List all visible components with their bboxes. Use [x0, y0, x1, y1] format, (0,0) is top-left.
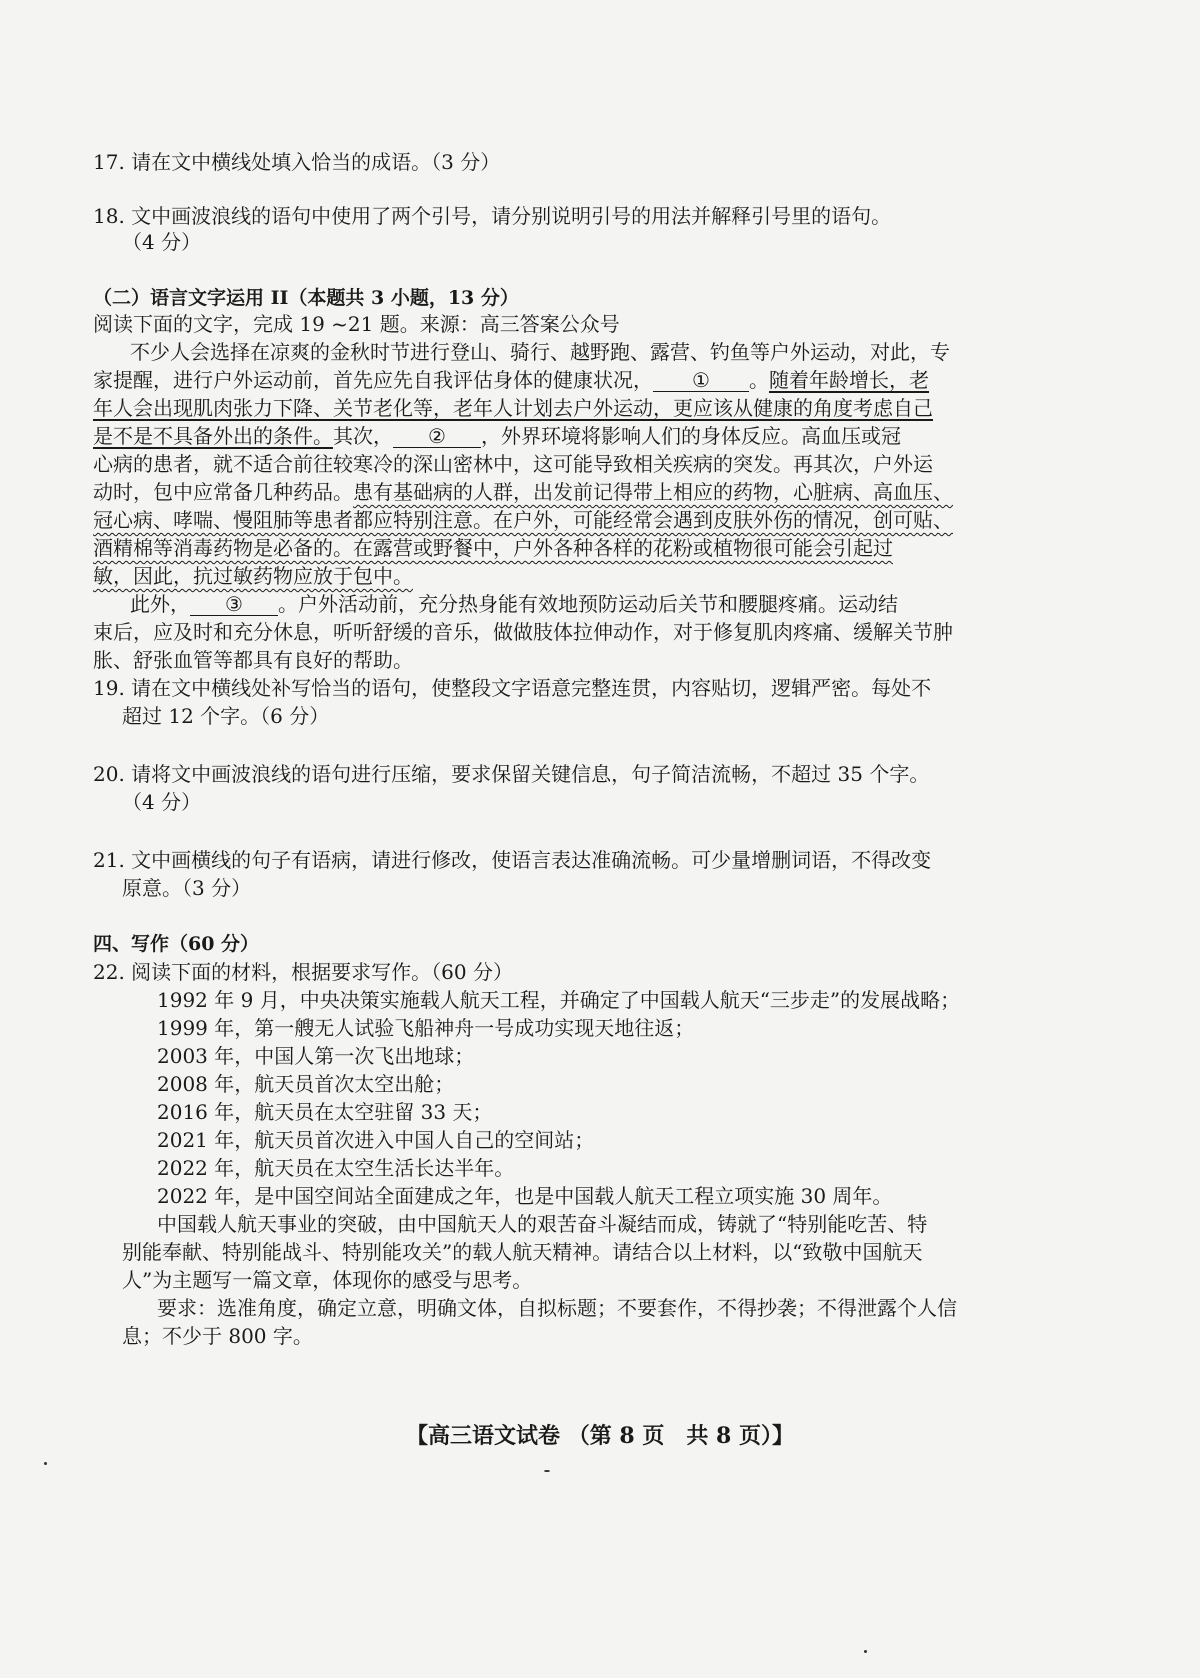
- prompt-line-2: 别能奉献、特别能战斗、特别能攻关”的载人航天精神。请结合以上材料，以“致敬中国航天: [122, 1240, 923, 1264]
- question-17: 17. 请在文中横线处填入恰当的成语。（3 分）: [93, 150, 501, 174]
- blank-3: ③: [190, 593, 278, 616]
- section-2-intro: 阅读下面的文字，完成 19 ~21 题。来源：高三答案公众号: [93, 312, 620, 336]
- passage-line-4: [93, 422, 901, 450]
- underlined-sentence-end: 是不是不具备外出的条件。: [93, 424, 333, 448]
- requirement-line-1: 要求：选准角度，确定立意，明确文体，自拟标题；不要套作，不得抄袭；不得泄露个人信: [157, 1296, 957, 1320]
- passage-line-6-text: 动时，包中应常备几种药品。: [93, 480, 353, 504]
- question-18-line-1: 18. 文中画波浪线的语句中使用了两个引号，请分别说明引号的用法并解释引号里的语句。: [93, 204, 892, 228]
- passage-line-6: [93, 478, 953, 506]
- passage-line-2-text: 家提醒，进行户外运动前，首先应先自我评估身体的健康状况，: [93, 368, 653, 392]
- question-19-line-1: 19. 请在文中横线处补写恰当的语句，使整段文字语意完整连贯，内容贴切，逻辑严密。每处不: [93, 676, 932, 700]
- material-line-4: 2008 年，航天员首次太空出舱；: [157, 1072, 455, 1096]
- passage-line-2: [93, 366, 929, 394]
- material-line-5: 2016 年，航天员在太空驻留 33 天；: [157, 1100, 493, 1124]
- section-2-heading: （二）语言文字运用 II（本题共 3 小题，13 分）: [93, 287, 519, 309]
- passage-line-7: 冠心病、哮喘、慢阻肺等患者都应特别注意。在户外，可能经常会遇到皮肤外伤的情况，创可贴、: [93, 508, 953, 532]
- question-21-line-1: 21. 文中画横线的句子有语病，请进行修改，使语言表达准确流畅。可少量增删词语，不得改变: [93, 848, 932, 872]
- passage-line-10-rest: 。户外活动前，充分热身能有效地预防运动后关节和腰腿疼痛。运动结: [278, 592, 898, 616]
- passage-line-4-rest: ，外界环境将影响人们的身体反应。高血压或冠: [481, 424, 901, 448]
- passage-line-1: 不少人会选择在凉爽的金秋时节进行登山、骑行、越野跑、露营、钓鱼等户外运动，对此，专: [130, 340, 950, 364]
- passage-line-3: 年人会出现肌肉张力下降、关节老化等，老年人计划去户外运动，更应该从健康的角度考虑自己: [93, 396, 933, 420]
- question-22: 22. 阅读下面的材料，根据要求写作。（60 分）: [93, 960, 513, 984]
- question-20-line-2: （4 分）: [122, 790, 202, 814]
- material-line-7: 2022 年，航天员在太空生活长达半年。: [157, 1156, 515, 1180]
- writing-heading: 四、写作（60 分）: [93, 933, 260, 955]
- passage-line-12: 胀、舒张血管等都具有良好的帮助。: [93, 648, 413, 672]
- scan-speck: [544, 1470, 550, 1472]
- material-line-2: 1999 年，第一艘无人试验飞船神舟一号成功实现天地往返；: [157, 1016, 695, 1040]
- material-line-6: 2021 年，航天员首次进入中国人自己的空间站；: [157, 1128, 595, 1152]
- passage-line-9: 敏，因此，抗过敏药物应放于包中。: [93, 564, 413, 588]
- passage-line-11: 束后，应及时和充分休息，听听舒缓的音乐，做做肢体拉伸动作，对于修复肌肉疼痛、缓解关节肿: [93, 620, 953, 644]
- question-21-line-2: 原意。（3 分）: [122, 876, 252, 900]
- scan-speck: [864, 1650, 867, 1653]
- passage-line-8: 酒精棉等消毒药物是必备的。在露营或野餐中，户外各种各样的花粉或植物很可能会引起过: [93, 536, 893, 560]
- question-18-line-2: （4 分）: [122, 230, 202, 254]
- material-line-1: 1992 年 9 月，中央决策实施载人航天工程，并确定了中国载人航天“三步走”的发展战略；: [157, 988, 961, 1012]
- passage-line-10-text: 此外，: [130, 592, 190, 616]
- prompt-line-3: 人”为主题写一篇文章，体现你的感受与思考。: [122, 1268, 533, 1292]
- blank-2: ②: [393, 425, 481, 448]
- passage-line-4-text: 其次，: [333, 424, 393, 448]
- underlined-sentence-start: 随着年龄增长，老: [769, 368, 929, 392]
- page-footer: 【高三语文试卷 （第 8 页 共 8 页）】: [406, 1423, 794, 1449]
- material-line-8: 2022 年，是中国空间站全面建成之年，也是中国载人航天工程立项实施 30 周年。: [157, 1184, 893, 1208]
- passage-line-2-period: 。: [749, 368, 769, 392]
- question-19-line-2: 超过 12 个字。（6 分）: [122, 704, 330, 728]
- requirement-line-2: 息；不少于 800 字。: [122, 1324, 313, 1348]
- question-20-line-1: 20. 请将文中画波浪线的语句进行压缩，要求保留关键信息，句子简洁流畅，不超过 35 个字。: [93, 762, 930, 786]
- passage-line-5: 心病的患者，就不适合前往较寒冷的深山密林中，这可能导致相关疾病的突发。再其次，户外运: [93, 452, 933, 476]
- passage-line-10: [130, 590, 898, 618]
- prompt-line-1: 中国载人航天事业的突破，由中国航天人的艰苦奋斗凝结而成，铸就了“特别能吃苦、特: [157, 1212, 928, 1236]
- blank-1: ①: [653, 369, 749, 392]
- material-line-3: 2003 年，中国人第一次飞出地球；: [157, 1044, 475, 1068]
- wavy-sentence-start: 患有基础病的人群，出发前记得带上相应的药物，心脏病、高血压、: [353, 480, 953, 504]
- scan-speck: [44, 1462, 47, 1465]
